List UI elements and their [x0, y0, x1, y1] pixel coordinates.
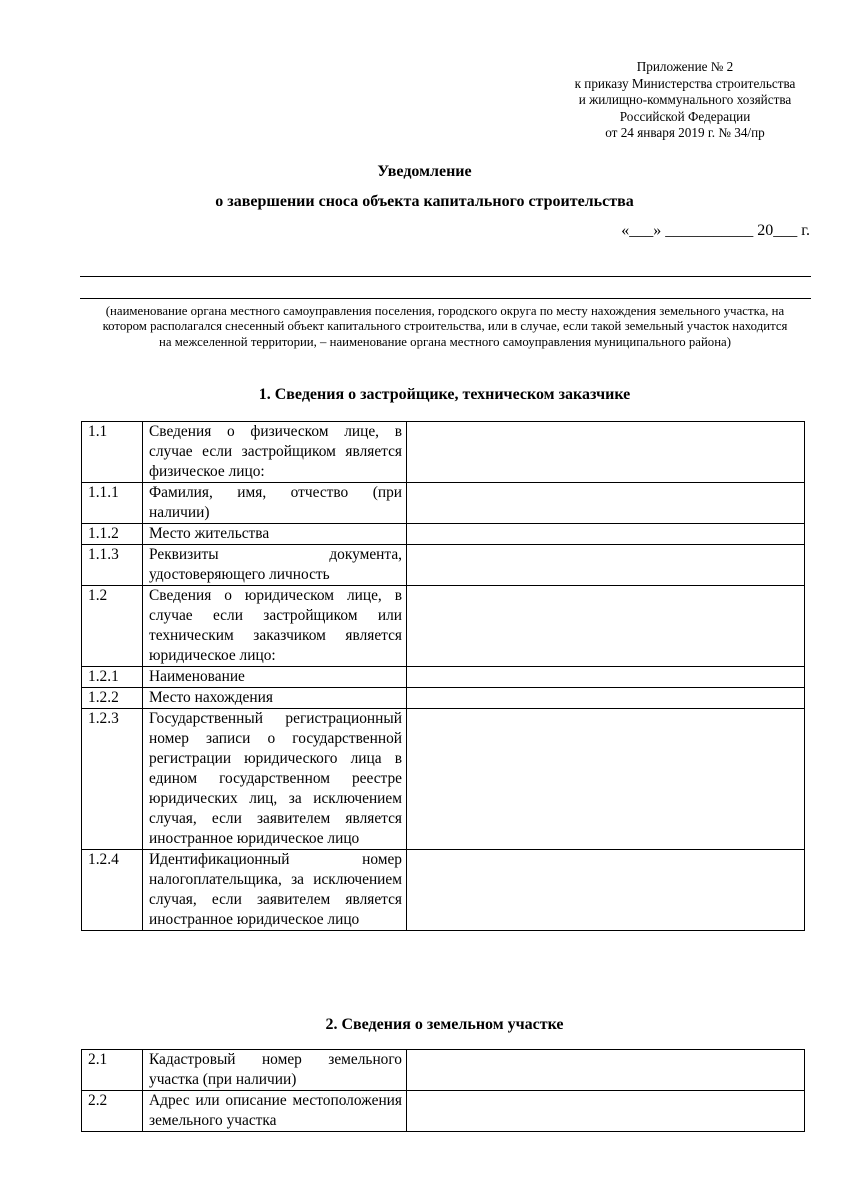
section-1-title: 1. Сведения о застройщике, техническом заказчике: [258, 386, 631, 403]
appendix-line: Российской Федерации: [619, 108, 751, 124]
table-row: [82, 709, 805, 850]
row-label: Кадастровый номер земельного участка (при наличии): [143, 1050, 407, 1091]
appendix-header: [560, 59, 810, 142]
row-label: Сведения о физическом лице, в случае если застройщиком является физическое лицо:: [143, 422, 407, 483]
row-value-field[interactable]: [407, 483, 805, 524]
row-number: 1.1.3: [82, 545, 143, 586]
row-value-field[interactable]: [407, 850, 805, 931]
table-row: [82, 524, 805, 545]
section-2-title: 2. Сведения о земельном участке: [325, 1016, 564, 1033]
table-row: [82, 545, 805, 586]
date-line: «___» ___________ 20___ г.: [621, 222, 810, 239]
row-number: 1.2: [82, 586, 143, 667]
row-number: 1.2.2: [82, 688, 143, 709]
document-title: Уведомление: [377, 163, 472, 180]
row-number: 1.2.3: [82, 709, 143, 850]
appendix-line: Приложение № 2: [636, 59, 734, 74]
table-row: [82, 483, 805, 524]
row-label: Идентификационный номер налогоплательщика, за исключением случая, если заявителем является иностранное юридическое лицо: [143, 850, 407, 931]
row-label: Адрес или описание местоположения земельного участка: [143, 1091, 407, 1132]
row-value-field[interactable]: [407, 1050, 805, 1091]
row-value-field[interactable]: [407, 586, 805, 667]
row-number: 1.1.1: [82, 483, 143, 524]
row-label: Реквизиты документа, удостоверяющего личность: [143, 545, 407, 586]
table-row: [82, 586, 805, 667]
row-label: Государственный регистрационный номер записи о государственной регистрации юридического лица в едином государственном реестре юридических лиц, за исключением случая, если заявителем является иностранное юридическое лицо: [143, 709, 407, 850]
row-value-field[interactable]: [407, 667, 805, 688]
section-1-table: [81, 421, 805, 931]
row-value-field[interactable]: [407, 545, 805, 586]
row-number: 2.2: [82, 1091, 143, 1132]
appendix-line: к приказу Министерства строительства: [574, 75, 796, 91]
row-number: 1.2.4: [82, 850, 143, 931]
row-number: 1.1.2: [82, 524, 143, 545]
table-row: [82, 1091, 805, 1132]
blank-line: [80, 298, 811, 299]
row-label: Место нахождения: [143, 688, 407, 709]
appendix-line: и жилищно-коммунального хозяйства: [578, 92, 792, 107]
row-label: Сведения о юридическом лице, в случае если застройщиком или техническим заказчиком является юридическое лицо:: [143, 586, 407, 667]
table-row: [82, 1050, 805, 1091]
row-value-field[interactable]: [407, 422, 805, 483]
row-number: 1.2.1: [82, 667, 143, 688]
organ-note: (наименование органа местного самоуправления поселения, городского округа по месту нахождения земельного участка, на котором располагался снесенный объект капитального строительства, или в случае, если такой земельный участок находится на межселенной территории, – наименование органа местного самоуправления муниципального района): [102, 304, 788, 349]
table-row: [82, 688, 805, 709]
row-value-field[interactable]: [407, 688, 805, 709]
row-label: Место жительства: [143, 524, 407, 545]
table-row: [82, 850, 805, 931]
appendix-line: от 24 января 2019 г. № 34/пр: [605, 125, 765, 140]
document-subtitle: о завершении сноса объекта капитального строительства: [215, 193, 634, 210]
row-value-field[interactable]: [407, 709, 805, 850]
table-row: [82, 667, 805, 688]
row-label: Наименование: [143, 667, 407, 688]
row-value-field[interactable]: [407, 1091, 805, 1132]
row-number: 2.1: [82, 1050, 143, 1091]
blank-line: [80, 276, 811, 277]
table-row: [82, 422, 805, 483]
row-number: 1.1: [82, 422, 143, 483]
section-2-table: [81, 1049, 805, 1132]
row-label: Фамилия, имя, отчество (при наличии): [143, 483, 407, 524]
row-value-field[interactable]: [407, 524, 805, 545]
